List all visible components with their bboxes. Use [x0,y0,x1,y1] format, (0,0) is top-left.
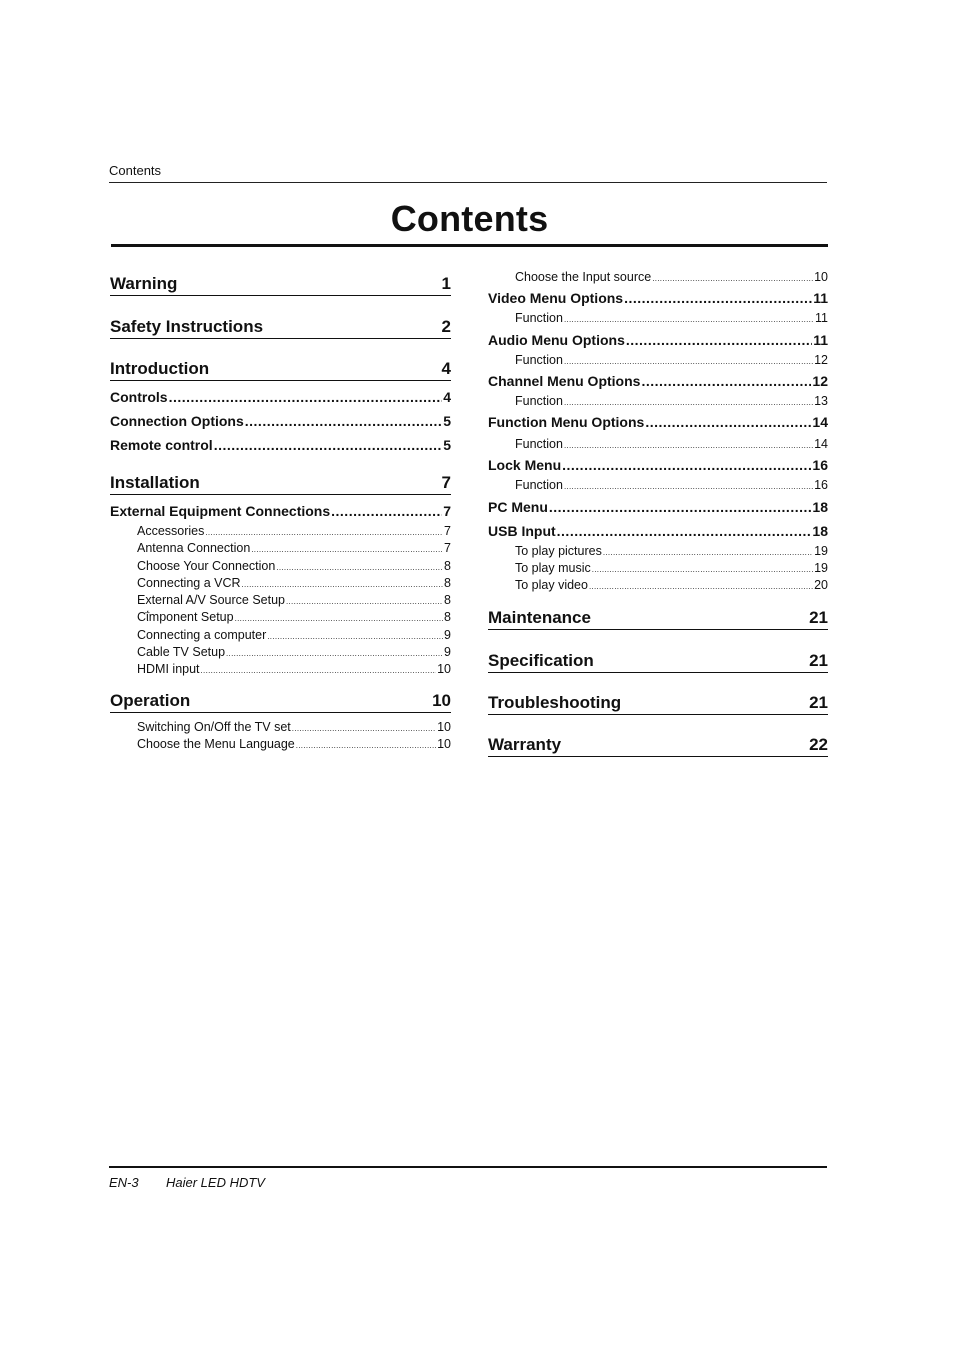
section-page: 4 [441,359,451,378]
dot-leader [286,592,443,610]
toc-section-troubleshooting[interactable] [488,690,828,715]
toc-section-safety-instructions[interactable] [110,314,451,339]
subentry-page: 16 [814,478,828,493]
toc-entry-audio-menu[interactable] [488,328,828,352]
toc-subentry[interactable] [137,558,451,575]
dot-leader [251,540,443,558]
subentry-page: 10 [437,719,451,734]
footer-product-name: Haier LED HDTV [166,1175,265,1190]
dot-leader [169,385,443,409]
entry-page: 5 [443,437,451,453]
toc-subentry[interactable] [137,736,451,753]
subentry-page: 8 [444,575,451,590]
dot-leader [292,719,436,737]
toc-subentry[interactable] [137,609,451,626]
dot-leader [214,433,443,457]
toc-section-maintenance[interactable] [488,605,828,630]
toc-subentry[interactable] [515,543,828,560]
toc-entry-function-menu[interactable] [488,410,828,434]
toc-right-column [488,269,828,757]
dot-leader [592,560,813,578]
toc-section-introduction[interactable] [110,356,451,381]
section-page: 21 [809,650,828,670]
entry-label: Audio Menu Options [488,331,625,348]
entry-label: USB Input [488,522,556,539]
dot-leader [641,369,811,393]
subentry-page: 9 [444,627,451,642]
toc-subentry[interactable] [515,560,828,577]
subentry-label: To play music [515,561,591,576]
subentry-label: Function [515,478,563,493]
entry-label: Connection Options [110,413,244,429]
dot-leader [242,575,444,593]
dot-leader [557,519,812,543]
subentry-label: To play pictures [515,543,602,558]
toc-section-warranty[interactable] [488,732,828,757]
dot-leader [205,523,443,541]
subentry-page: 8 [444,558,451,573]
toc-entry-channel-menu[interactable] [488,369,828,393]
section-page: 10 [432,690,451,710]
entry-page: 14 [812,414,828,431]
section-label: Safety Instructions [110,317,264,336]
section-label: Troubleshooting [488,692,622,712]
entry-label: Channel Menu Options [488,372,641,389]
toc-entry-pc-menu[interactable] [488,495,828,519]
subentry-label: To play video [515,578,588,593]
toc-section-operation[interactable] [110,688,451,713]
toc-subentry[interactable] [137,644,451,661]
subentry-page: 7 [444,524,451,538]
subentry-label: Cΐmponent Setup [137,610,234,625]
entry-label: Remote control [110,437,213,453]
entry-label: Controls [110,389,168,405]
dot-leader [645,410,811,434]
entry-label: Function Menu Options [488,414,645,431]
subentry-page: 7 [444,541,451,556]
toc-subentry[interactable] [515,310,828,327]
subentry-page: 9 [444,645,451,660]
section-label: Warranty [488,734,562,754]
dot-leader [201,661,437,679]
subentry-page: 10 [437,736,451,751]
entry-page: 5 [443,413,451,429]
subentry-page: 13 [814,393,828,408]
toc-entry-remote-control[interactable] [110,433,451,457]
subentry-page: 19 [814,561,828,576]
subentry-label: Choose the Menu Language [137,736,295,751]
entry-label: Lock Menu [488,457,562,474]
section-page: 7 [441,473,451,492]
toc-section-warning[interactable] [110,271,451,296]
dot-leader [564,310,814,328]
dot-leader [624,286,812,310]
entry-page: 18 [812,522,828,539]
entry-page: 7 [443,503,451,519]
entry-label: Video Menu Options [488,290,624,307]
section-label: Introduction [110,359,210,378]
section-page: 21 [809,692,828,712]
dot-leader [564,477,813,495]
toc-section-specification[interactable] [488,648,828,673]
toc-entry-usb-input[interactable] [488,519,828,543]
subentry-label: Antenna Connection [137,541,251,556]
dot-leader [603,543,813,561]
subentry-label: External A/V Source Setup [137,593,286,608]
dot-leader [331,499,442,523]
toc-subentry[interactable] [137,627,451,644]
dot-leader [235,609,443,627]
toc-subentry[interactable] [515,352,828,369]
dot-leader [267,627,443,645]
subentry-label: Function [515,352,563,367]
entry-page: 11 [813,290,828,307]
page-footer [109,1166,827,1190]
subentry-page: 10 [437,662,451,677]
section-page: 22 [809,734,828,754]
subentry-label: Cable TV Setup [137,645,226,660]
entry-page: 16 [812,457,828,474]
toc-entry-lock-menu[interactable] [488,453,828,477]
toc-entry-connection-options[interactable] [110,409,451,433]
entry-page: 4 [443,389,451,405]
toc-section-installation[interactable] [110,470,451,495]
section-page: 1 [441,274,451,293]
toc-subentry[interactable] [137,592,451,609]
footer-page-code: EN-3 [109,1175,139,1190]
subentry-label: Accessories [137,524,205,538]
dot-leader [245,409,442,433]
toc-entry-controls[interactable] [110,385,451,409]
subentry-page: 19 [814,543,828,558]
dot-leader [562,453,811,477]
dot-leader [564,436,813,454]
subentry-label: HDMI input [137,662,200,677]
section-page: 2 [441,317,451,336]
entry-page: 11 [813,331,828,348]
subentry-page: 10 [814,270,828,284]
subentry-label: Function [515,437,563,452]
dot-leader [276,558,443,576]
subentry-label: Function [515,393,563,408]
toc-subentry[interactable] [137,661,451,678]
subentry-page: 8 [444,610,451,625]
entry-page: 12 [812,372,828,389]
dot-leader [549,495,812,519]
entry-label: External Equipment Connections [110,503,331,519]
subentry-label: Choose the Input source [515,270,652,284]
entry-label: PC Menu [488,498,548,515]
subentry-label: Switching On/Off the TV set [137,719,291,734]
toc-subentry-input-source[interactable] [515,269,828,286]
dot-leader [564,393,813,411]
dot-leader [652,269,813,287]
subentry-page: 14 [814,437,828,452]
subentry-page: 8 [444,593,451,608]
section-label: Maintenance [488,607,591,627]
toc-entry-external-equipment[interactable] [110,499,451,523]
section-label: Warning [110,274,178,293]
toc-subentry[interactable] [137,719,451,736]
toc-subentry[interactable] [515,477,828,494]
subentry-page: 12 [814,352,828,367]
toc-subentry[interactable] [137,523,451,540]
page-title: Contents [111,198,828,247]
toc-left-column [110,271,451,753]
dot-leader [226,644,443,662]
section-label: Specification [488,650,594,670]
toc-subentry[interactable] [137,540,451,557]
toc-subentry[interactable] [137,575,451,592]
toc-entry-video-menu[interactable] [488,286,828,310]
dot-leader [626,328,812,352]
dot-leader [296,736,436,754]
section-page: 21 [809,607,828,627]
toc-subentry[interactable] [515,393,828,410]
subentry-page: 20 [814,578,828,593]
toc-subentry[interactable] [515,436,828,453]
subentry-label: Function [515,311,563,326]
running-header: Contents [109,163,827,183]
subentry-page: 11 [815,311,828,326]
subentry-label: Choose Your Connection [137,558,276,573]
dot-leader [564,352,813,370]
subentry-label: Connecting a VCR [137,575,241,590]
section-label: Installation [110,473,200,492]
dot-leader [589,577,813,595]
subentry-label: Connecting a computer [137,627,267,642]
toc-subentry[interactable] [515,577,828,594]
section-label: Operation [110,690,191,710]
entry-page: 18 [812,498,828,515]
